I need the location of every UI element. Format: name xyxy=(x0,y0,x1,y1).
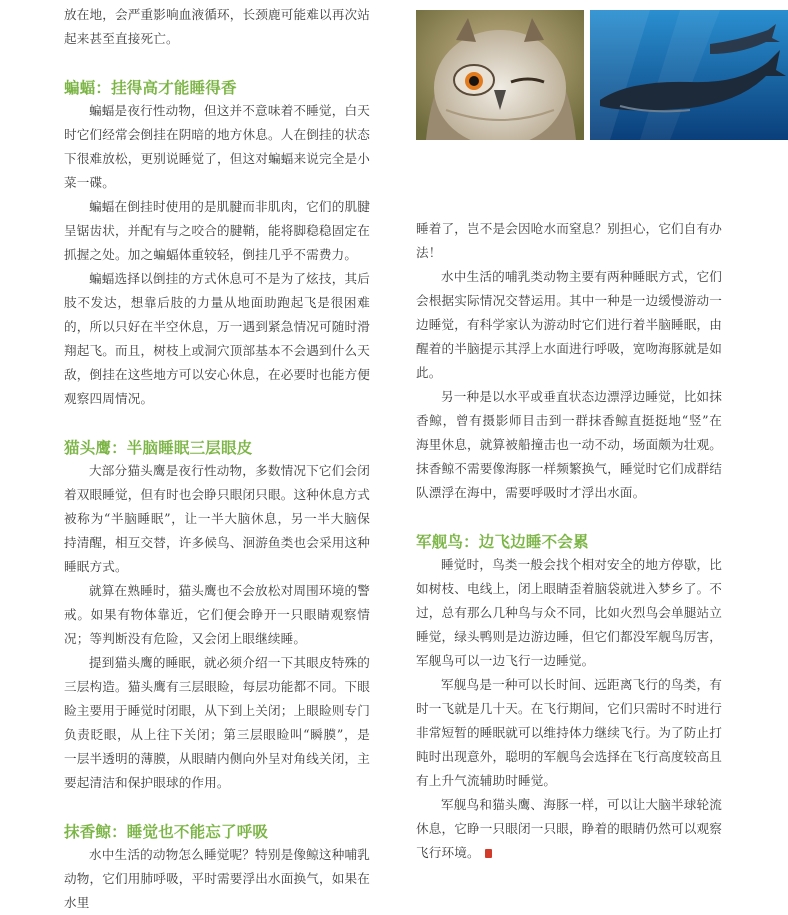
whale-paragraph-1: 水中生活的动物怎么睡觉呢？特别是像鲸这种哺乳动物，它们用肺呼吸，平时需要浮出水面换气，如果在水里 xyxy=(64,847,370,910)
whale-heading: 抹香鲸：睡觉也不能忘了呼吸 xyxy=(64,823,269,841)
bat-paragraph-2: 蝙蝠在倒挂时使用的是肌腱而非肌肉，它们的肌腱呈锯齿状，并配有与之咬合的腱鞘，能将脚稳稳固定在抓握之处。加之蝙蝠体重较轻，倒挂几乎不需费力。 xyxy=(64,199,370,262)
bat-heading: 蝙蝠：挂得高才能睡得香 xyxy=(64,79,237,97)
frigatebird-paragraph-3-text: 军舰鸟和猫头鹰、海豚一样，可以让大脑半球轮流休息，它睁一只眼闭一只眼，睁着的眼睛仍然可以观察飞行环境。 xyxy=(416,797,722,860)
whale-paragraph-2: 水中生活的哺乳类动物主要有两种睡眠方式，它们会根据实际情况交替运用。其中一种是一边缓慢游动一边睡觉，有科学家认为游动时它们进行着半脑睡眠，由醒着的半脑提示其浮上水面进行呼吸，宽吻海豚就是如此。 xyxy=(416,269,722,380)
frigatebird-heading: 军舰鸟：边飞边睡不会累 xyxy=(416,533,589,551)
end-mark-icon xyxy=(485,849,492,858)
whale-paragraph-3: 另一种是以水平或垂直状态边漂浮边睡觉，比如抹香鲸，曾有摄影师目击到一群抹香鲸直挺挺地“竖”在海里休息，就算被船撞击也一动不动，场面颇为壮观。抹香鲸不需要像海豚一样频繁换气，睡觉时它们成群结队漂浮在海中，需要呼吸时才浮出水面。 xyxy=(416,389,722,500)
bat-paragraph-3: 蝙蝠选择以倒挂的方式休息可不是为了炫技，其后肢不发达，想靠后肢的力量从地面助跑起飞是很困难的，所以只好在半空休息，万一遇到紧急情况可随时滑翔起飞。而且，树枝上或洞穴顶部基本不会遇到什么天敌，倒挂在这些地方可以安心休息，在必要时也能方便观察四周情况。 xyxy=(64,271,370,406)
owl-photo xyxy=(416,10,584,140)
whale-continuation: 睡着了，岂不是会因呛水而窒息？别担心，它们自有办法！ xyxy=(416,221,722,260)
bat-paragraph-1: 蝙蝠是夜行性动物，但这并不意味着不睡觉，白天时它们经常会倒挂在阴暗的地方休息。人在倒挂的状态下很难放松，更别说睡觉了，但这对蝙蝠来说完全是小菜一碟。 xyxy=(64,103,370,190)
owl-paragraph-1: 大部分猫头鹰是夜行性动物，多数情况下它们会闭着双眼睡觉，但有时也会睁只眼闭只眼。这种休息方式被称为“半脑睡眠”，让一半大脑休息，另一半大脑保持清醒，相互交替，许多候鸟、洄游鱼类也会采用这种睡眠方式。 xyxy=(64,463,370,574)
frigatebird-paragraph-2: 军舰鸟是一种可以长时间、远距离飞行的鸟类，有时一飞就是几十天。在飞行期间，它们只需时不时进行非常短暂的睡眠就可以维持体力继续飞行。为了防止打盹时出现意外，聪明的军舰鸟会选择在飞行高度较高且有上升气流辅助时睡觉。 xyxy=(416,677,722,788)
intro-continuation: 放在地，会严重影响血液循环，长颈鹿可能难以再次站起来甚至直接死亡。 xyxy=(64,7,370,46)
left-column xyxy=(64,0,370,915)
sperm-whale-photo xyxy=(590,10,788,140)
frigatebird-paragraph-1: 睡觉时，鸟类一般会找个相对安全的地方停歇，比如树枝、电线上，闭上眼睛歪着脑袋就进入梦乡了。不过，总有那么几种鸟与众不同，比如火烈鸟会单腿站立睡觉，绿头鸭则是边游边睡，但它们都没军舰鸟厉害，军舰鸟可以一边飞行一边睡觉。 xyxy=(416,557,722,668)
owl-paragraph-2: 就算在熟睡时，猫头鹰也不会放松对周围环境的警戒。如果有物体靠近，它们便会睁开一只眼睛观察情况；等判断没有危险，又会闭上眼继续睡。 xyxy=(64,583,370,646)
frigatebird-paragraph-3 xyxy=(416,793,722,865)
owl-paragraph-3: 提到猫头鹰的睡眠，就必须介绍一下其眼皮特殊的三层构造。猫头鹰有三层眼睑，每层功能都不同。下眼睑主要用于睡觉时闭眼，从下到上关闭；上眼睑则专门负责眨眼，从上往下关闭；第三层眼睑叫“瞬膜”，是一层半透明的薄膜，从眼睛内侧向外呈对角线关闭，主要起清洁和保护眼球的作用。 xyxy=(64,655,370,790)
owl-heading: 猫头鹰：半脑睡眠三层眼皮 xyxy=(64,439,253,457)
right-column xyxy=(416,217,722,865)
